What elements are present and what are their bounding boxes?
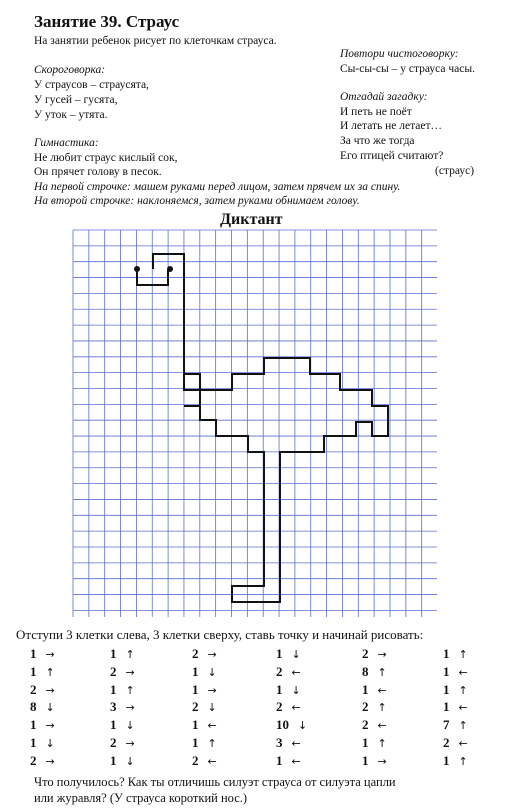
arrow-up-icon: ↑ [377,737,387,750]
command-cell [30,664,55,680]
arrow-up-icon: ↑ [458,648,468,661]
command-cell [276,699,301,715]
command-count: 1 [192,681,199,697]
arrow-right-icon: → [377,754,387,768]
command-count: 7 [443,717,450,733]
arrow-up-icon: ↑ [458,754,468,768]
command-count: 1 [443,681,450,697]
riddle-line: И петь не поёт [340,106,412,118]
riddle-line: И летать не летает… [340,120,443,132]
command-cell [30,735,55,751]
command-cell [362,682,387,698]
arrow-down-icon: ↓ [45,737,55,750]
command-count: 1 [110,752,117,768]
command-count: 2 [192,752,199,768]
command-cell [192,699,217,715]
command-count: 1 [192,735,199,750]
arrow-left-icon: ← [291,737,301,750]
riddle-answer: (страус) [435,165,475,177]
arrow-down-icon: ↓ [298,719,308,733]
command-cell [110,735,135,751]
question-line: Что получилось? Как ты отличишь силуэт страуса от силуэта цапли [34,775,396,789]
arrow-down-icon: ↓ [125,719,135,733]
arrow-left-icon: ← [291,665,301,679]
question-line: или журавля? (У страуса короткий нос.) [34,791,248,805]
command-count: 3 [110,699,117,715]
command-count: 1 [362,735,369,750]
arrow-down-icon: ↓ [291,683,301,697]
arrow-up-icon: ↑ [207,737,217,750]
arrow-up-icon: ↑ [45,665,55,679]
command-count: 2 [276,699,283,715]
grid-lines [73,230,437,617]
command-cell [110,753,135,769]
arrow-right-icon: → [45,754,55,768]
command-cell [362,646,387,662]
command-count: 2 [110,663,117,679]
arrow-left-icon: ← [207,754,217,768]
command-count: 1 [30,663,37,679]
gymnastics-note: На второй строчке: наклоняемся, затем руками обнимаем голову. [34,195,360,207]
arrow-left-icon: ← [458,737,468,750]
command-count: 1 [443,663,450,679]
command-cell [110,646,135,662]
command-cell [443,699,468,715]
command-count: 1 [443,752,450,768]
arrow-left-icon: ← [291,754,301,768]
riddle-heading: Отгадай загадку: [340,91,428,103]
command-cell [362,735,387,751]
command-cell [110,682,135,698]
arrow-left-icon: ← [458,665,468,679]
gymnastics-line: Не любит страус кислый сок, [34,152,178,164]
command-count: 2 [362,646,369,661]
command-count: 1 [30,646,37,661]
start-dot [134,266,140,272]
command-cell [110,664,135,680]
command-count: 2 [30,752,37,768]
command-cell [110,717,135,733]
dictation-title: Диктант [220,211,283,228]
command-count: 1 [192,717,199,733]
gymnastics-note: На первой строчке: машем руками перед лицом, затем прячем их за спину. [34,181,401,193]
command-cell [30,717,55,733]
command-cell [276,664,301,680]
arrow-left-icon: ← [377,719,387,733]
command-count: 2 [110,735,117,750]
command-cell [30,682,55,698]
tongue-twister-line: У страусов – страусята, [34,79,149,91]
command-cell [30,646,55,662]
command-count: 1 [192,663,199,679]
command-cell [276,646,301,662]
arrow-down-icon: ↓ [125,754,135,768]
command-cell [192,682,217,698]
command-cell [110,699,135,715]
command-count: 1 [276,681,283,697]
command-count: 3 [276,735,283,750]
tongue-twister-line: У уток – утята. [34,109,108,121]
arrow-up-icon: ↑ [125,648,135,661]
command-cell [192,664,217,680]
command-cell [443,682,468,698]
command-count: 1 [276,646,283,661]
command-count: 10 [276,717,289,733]
command-count: 1 [110,717,117,733]
command-cell [362,717,387,733]
arrow-up-icon: ↑ [458,719,468,733]
gymnastics-line: Он прячет голову в песок. [34,166,162,178]
arrow-right-icon: → [377,648,387,661]
command-count: 1 [276,752,283,768]
command-cell [192,646,217,662]
command-count: 1 [362,681,369,697]
command-count: 1 [110,681,117,697]
arrow-right-icon: → [125,665,135,679]
arrow-down-icon: ↓ [207,665,217,679]
arrow-right-icon: → [207,683,217,697]
arrow-right-icon: → [45,648,55,661]
tongue-twister-line: У гусей – гусята, [34,94,118,106]
arrow-right-icon: → [45,719,55,733]
command-cell [192,753,217,769]
command-count: 2 [192,699,199,715]
command-count: 2 [443,735,450,750]
ostrich-outline [137,254,388,602]
command-count: 1 [110,646,117,661]
command-cell [443,753,468,769]
dictation-instruction: Отступи 3 клетки слева, 3 клетки сверху, ставь точку и начинай рисовать: [16,627,424,642]
arrow-left-icon: ← [291,701,301,715]
repeat-rhyme-heading: Повтори чистоговорку: [340,48,459,60]
command-count: 2 [362,717,369,733]
arrow-right-icon: → [207,648,217,661]
arrow-up-icon: ↑ [377,701,387,715]
arrow-right-icon: → [125,737,135,750]
command-cell [443,664,468,680]
riddle-line: За что же тогда [340,135,415,147]
arrow-right-icon: → [45,683,55,697]
command-cell [30,699,55,715]
arrow-down-icon: ↓ [45,701,55,715]
command-cell [276,735,301,751]
command-count: 8 [362,663,369,679]
arrow-left-icon: ← [458,701,468,715]
arrow-right-icon: → [125,701,135,715]
command-cell [192,735,217,751]
riddle-line: Его птицей считают? [340,150,444,162]
arrow-left-icon: ← [207,719,217,733]
eye-dot [167,266,173,272]
command-cell [30,753,55,769]
command-count: 2 [362,699,369,715]
command-cell [362,664,387,680]
arrow-down-icon: ↓ [291,648,301,661]
command-cell [192,717,217,733]
command-count: 1 [362,752,369,768]
gymnastics-heading: Гимнастика: [34,137,99,149]
command-count: 1 [30,717,37,733]
command-count: 1 [30,735,37,750]
arrow-up-icon: ↑ [125,683,135,697]
command-cell [276,753,301,769]
tongue-twister-heading: Скороговорка: [34,64,106,76]
command-count: 1 [443,699,450,715]
lesson-title: Занятие 39. Страус [34,12,180,31]
arrow-left-icon: ← [377,683,387,697]
repeat-rhyme-line: Сы-сы-сы – у страуса часы. [340,63,475,75]
arrow-up-icon: ↑ [458,683,468,697]
command-count: 8 [30,699,37,715]
command-count: 2 [276,663,283,679]
command-count: 2 [192,646,199,661]
command-count: 2 [30,681,37,697]
command-cell [276,682,301,698]
command-cell [443,646,468,662]
command-cell [362,699,387,715]
command-count: 1 [443,646,450,661]
arrow-up-icon: ↑ [377,665,387,679]
arrow-down-icon: ↓ [207,701,217,715]
command-cell [276,717,307,733]
command-cell [362,753,387,769]
command-cell [443,717,468,733]
intro-text: На занятии ребенок рисует по клеточкам страуса. [34,35,277,47]
command-cell [443,735,468,751]
